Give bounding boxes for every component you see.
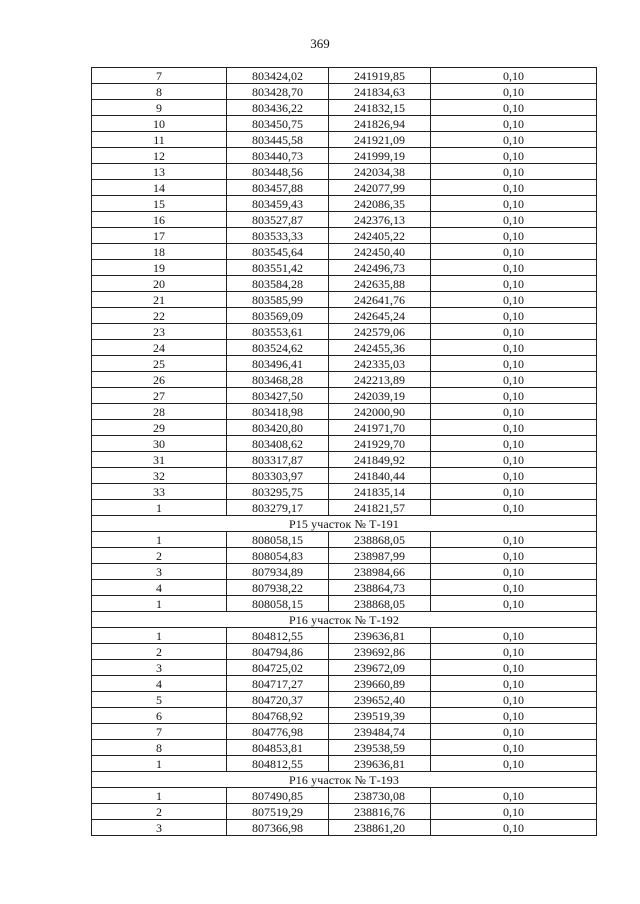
table-row	[92, 340, 597, 356]
point-number-cell: 33	[92, 484, 227, 500]
y-coordinate-cell: 238868,05	[329, 532, 431, 548]
accuracy-cell: 0,10	[431, 788, 597, 804]
table-row	[92, 708, 597, 724]
accuracy-cell: 0,10	[431, 532, 597, 548]
point-number-cell: 15	[92, 196, 227, 212]
accuracy-cell: 0,10	[431, 372, 597, 388]
y-coordinate-cell: 241849,92	[329, 452, 431, 468]
table-row	[92, 100, 597, 116]
point-number-cell: 23	[92, 324, 227, 340]
x-coordinate-cell: 808054,83	[227, 548, 329, 564]
x-coordinate-cell: 803424,02	[227, 68, 329, 84]
point-number-cell: 25	[92, 356, 227, 372]
x-coordinate-cell: 803436,22	[227, 100, 329, 116]
x-coordinate-cell: 803585,99	[227, 292, 329, 308]
point-number-cell: 18	[92, 244, 227, 260]
table-row	[92, 212, 597, 228]
x-coordinate-cell: 803457,88	[227, 180, 329, 196]
table-row	[92, 452, 597, 468]
accuracy-cell: 0,10	[431, 596, 597, 612]
y-coordinate-cell: 239652,40	[329, 692, 431, 708]
y-coordinate-cell: 239672,09	[329, 660, 431, 676]
point-number-cell: 2	[92, 804, 227, 820]
point-number-cell: 12	[92, 148, 227, 164]
y-coordinate-cell: 241834,63	[329, 84, 431, 100]
point-number-cell: 1	[92, 628, 227, 644]
x-coordinate-cell: 803448,56	[227, 164, 329, 180]
x-coordinate-cell: 803279,17	[227, 500, 329, 516]
y-coordinate-cell: 241929,70	[329, 436, 431, 452]
table-row	[92, 660, 597, 676]
point-number-cell: 29	[92, 420, 227, 436]
table-row	[92, 228, 597, 244]
y-coordinate-cell: 242213,89	[329, 372, 431, 388]
point-number-cell: 21	[92, 292, 227, 308]
x-coordinate-cell: 803317,87	[227, 452, 329, 468]
table-row	[92, 404, 597, 420]
accuracy-cell: 0,10	[431, 148, 597, 164]
accuracy-cell: 0,10	[431, 260, 597, 276]
y-coordinate-cell: 238730,08	[329, 788, 431, 804]
x-coordinate-cell: 803459,43	[227, 196, 329, 212]
accuracy-cell: 0,10	[431, 468, 597, 484]
x-coordinate-cell: 803418,98	[227, 404, 329, 420]
table-row	[92, 324, 597, 340]
y-coordinate-cell: 238868,05	[329, 596, 431, 612]
table-row	[92, 692, 597, 708]
x-coordinate-cell: 807366,98	[227, 820, 329, 836]
point-number-cell: 1	[92, 756, 227, 772]
point-number-cell: 30	[92, 436, 227, 452]
table-row	[92, 644, 597, 660]
point-number-cell: 3	[92, 660, 227, 676]
point-number-cell: 28	[92, 404, 227, 420]
accuracy-cell: 0,10	[431, 68, 597, 84]
point-number-cell: 20	[92, 276, 227, 292]
x-coordinate-cell: 804725,02	[227, 660, 329, 676]
point-number-cell: 11	[92, 132, 227, 148]
table-row	[92, 132, 597, 148]
accuracy-cell: 0,10	[431, 676, 597, 692]
accuracy-cell: 0,10	[431, 324, 597, 340]
point-number-cell: 4	[92, 580, 227, 596]
x-coordinate-cell: 804794,86	[227, 644, 329, 660]
accuracy-cell: 0,10	[431, 692, 597, 708]
y-coordinate-cell: 239484,74	[329, 724, 431, 740]
y-coordinate-cell: 239636,81	[329, 756, 431, 772]
accuracy-cell: 0,10	[431, 388, 597, 404]
y-coordinate-cell: 242039,19	[329, 388, 431, 404]
point-number-cell: 13	[92, 164, 227, 180]
table-row	[92, 724, 597, 740]
x-coordinate-cell: 803527,87	[227, 212, 329, 228]
table-row	[92, 580, 597, 596]
x-coordinate-cell: 808058,15	[227, 532, 329, 548]
x-coordinate-cell: 804776,98	[227, 724, 329, 740]
accuracy-cell: 0,10	[431, 420, 597, 436]
point-number-cell: 4	[92, 676, 227, 692]
section-header-row	[92, 612, 597, 628]
y-coordinate-cell: 242635,88	[329, 276, 431, 292]
x-coordinate-cell: 803420,80	[227, 420, 329, 436]
y-coordinate-cell: 241999,19	[329, 148, 431, 164]
y-coordinate-cell: 241821,57	[329, 500, 431, 516]
table-row	[92, 68, 597, 84]
x-coordinate-cell: 803524,62	[227, 340, 329, 356]
y-coordinate-cell: 238987,99	[329, 548, 431, 564]
table-row	[92, 292, 597, 308]
section-title: Р16 участок № Т-193	[92, 772, 597, 788]
y-coordinate-cell: 242455,36	[329, 340, 431, 356]
table-row	[92, 308, 597, 324]
x-coordinate-cell: 803496,41	[227, 356, 329, 372]
y-coordinate-cell: 242376,13	[329, 212, 431, 228]
y-coordinate-cell: 238864,73	[329, 580, 431, 596]
table-row	[92, 372, 597, 388]
point-number-cell: 1	[92, 788, 227, 804]
point-number-cell: 3	[92, 820, 227, 836]
point-number-cell: 17	[92, 228, 227, 244]
point-number-cell: 16	[92, 212, 227, 228]
x-coordinate-cell: 804717,27	[227, 676, 329, 692]
accuracy-cell: 0,10	[431, 500, 597, 516]
coordinates-table-body	[92, 68, 597, 836]
point-number-cell: 5	[92, 692, 227, 708]
accuracy-cell: 0,10	[431, 308, 597, 324]
table-row	[92, 84, 597, 100]
accuracy-cell: 0,10	[431, 452, 597, 468]
y-coordinate-cell: 242034,38	[329, 164, 431, 180]
accuracy-cell: 0,10	[431, 100, 597, 116]
table-row	[92, 148, 597, 164]
x-coordinate-cell: 804812,55	[227, 756, 329, 772]
y-coordinate-cell: 239636,81	[329, 628, 431, 644]
section-title: Р15 участок № Т-191	[92, 516, 597, 532]
table-row	[92, 500, 597, 516]
point-number-cell: 8	[92, 740, 227, 756]
accuracy-cell: 0,10	[431, 580, 597, 596]
accuracy-cell: 0,10	[431, 404, 597, 420]
y-coordinate-cell: 242335,03	[329, 356, 431, 372]
point-number-cell: 31	[92, 452, 227, 468]
accuracy-cell: 0,10	[431, 356, 597, 372]
x-coordinate-cell: 807490,85	[227, 788, 329, 804]
y-coordinate-cell: 242645,24	[329, 308, 431, 324]
y-coordinate-cell: 241832,15	[329, 100, 431, 116]
table-row	[92, 116, 597, 132]
table-row	[92, 420, 597, 436]
point-number-cell: 19	[92, 260, 227, 276]
y-coordinate-cell: 238861,20	[329, 820, 431, 836]
accuracy-cell: 0,10	[431, 196, 597, 212]
table-row	[92, 564, 597, 580]
x-coordinate-cell: 804768,92	[227, 708, 329, 724]
point-number-cell: 7	[92, 68, 227, 84]
y-coordinate-cell: 242086,35	[329, 196, 431, 212]
point-number-cell: 2	[92, 644, 227, 660]
x-coordinate-cell: 803450,75	[227, 116, 329, 132]
table-row	[92, 820, 597, 836]
x-coordinate-cell: 804720,37	[227, 692, 329, 708]
point-number-cell: 1	[92, 596, 227, 612]
accuracy-cell: 0,10	[431, 116, 597, 132]
x-coordinate-cell: 803551,42	[227, 260, 329, 276]
point-number-cell: 1	[92, 500, 227, 516]
y-coordinate-cell: 241971,70	[329, 420, 431, 436]
accuracy-cell: 0,10	[431, 564, 597, 580]
y-coordinate-cell: 238984,66	[329, 564, 431, 580]
section-title: Р16 участок № Т-192	[92, 612, 597, 628]
accuracy-cell: 0,10	[431, 276, 597, 292]
accuracy-cell: 0,10	[431, 228, 597, 244]
point-number-cell: 2	[92, 548, 227, 564]
table-row	[92, 244, 597, 260]
point-number-cell: 32	[92, 468, 227, 484]
y-coordinate-cell: 241921,09	[329, 132, 431, 148]
x-coordinate-cell: 803408,62	[227, 436, 329, 452]
point-number-cell: 24	[92, 340, 227, 356]
x-coordinate-cell: 803545,64	[227, 244, 329, 260]
accuracy-cell: 0,10	[431, 708, 597, 724]
point-number-cell: 9	[92, 100, 227, 116]
table-row	[92, 164, 597, 180]
table-row	[92, 356, 597, 372]
accuracy-cell: 0,10	[431, 548, 597, 564]
y-coordinate-cell: 242077,99	[329, 180, 431, 196]
point-number-cell: 27	[92, 388, 227, 404]
accuracy-cell: 0,10	[431, 292, 597, 308]
accuracy-cell: 0,10	[431, 484, 597, 500]
accuracy-cell: 0,10	[431, 132, 597, 148]
x-coordinate-cell: 807934,89	[227, 564, 329, 580]
table-row	[92, 276, 597, 292]
table-row	[92, 260, 597, 276]
point-number-cell: 14	[92, 180, 227, 196]
y-coordinate-cell: 239538,59	[329, 740, 431, 756]
x-coordinate-cell: 803295,75	[227, 484, 329, 500]
section-header-row	[92, 516, 597, 532]
table-row	[92, 804, 597, 820]
accuracy-cell: 0,10	[431, 644, 597, 660]
accuracy-cell: 0,10	[431, 740, 597, 756]
x-coordinate-cell: 803303,97	[227, 468, 329, 484]
accuracy-cell: 0,10	[431, 340, 597, 356]
y-coordinate-cell: 239692,86	[329, 644, 431, 660]
y-coordinate-cell: 241840,44	[329, 468, 431, 484]
y-coordinate-cell: 238816,76	[329, 804, 431, 820]
accuracy-cell: 0,10	[431, 244, 597, 260]
point-number-cell: 6	[92, 708, 227, 724]
x-coordinate-cell: 804853,81	[227, 740, 329, 756]
page-number: 369	[310, 36, 330, 51]
accuracy-cell: 0,10	[431, 756, 597, 772]
x-coordinate-cell: 803428,70	[227, 84, 329, 100]
point-number-cell: 7	[92, 724, 227, 740]
x-coordinate-cell: 807519,29	[227, 804, 329, 820]
table-row	[92, 436, 597, 452]
y-coordinate-cell: 242000,90	[329, 404, 431, 420]
point-number-cell: 10	[92, 116, 227, 132]
x-coordinate-cell: 803427,50	[227, 388, 329, 404]
table-row	[92, 532, 597, 548]
table-row	[92, 180, 597, 196]
table-row	[92, 484, 597, 500]
x-coordinate-cell: 803440,73	[227, 148, 329, 164]
table-row	[92, 788, 597, 804]
accuracy-cell: 0,10	[431, 628, 597, 644]
accuracy-cell: 0,10	[431, 164, 597, 180]
table-row	[92, 628, 597, 644]
table-row	[92, 676, 597, 692]
y-coordinate-cell: 239660,89	[329, 676, 431, 692]
x-coordinate-cell: 803445,58	[227, 132, 329, 148]
table-row	[92, 468, 597, 484]
y-coordinate-cell: 241835,14	[329, 484, 431, 500]
y-coordinate-cell: 242405,22	[329, 228, 431, 244]
y-coordinate-cell: 242641,76	[329, 292, 431, 308]
x-coordinate-cell: 807938,22	[227, 580, 329, 596]
accuracy-cell: 0,10	[431, 84, 597, 100]
point-number-cell: 3	[92, 564, 227, 580]
x-coordinate-cell: 803569,09	[227, 308, 329, 324]
point-number-cell: 1	[92, 532, 227, 548]
accuracy-cell: 0,10	[431, 660, 597, 676]
x-coordinate-cell: 803533,33	[227, 228, 329, 244]
accuracy-cell: 0,10	[431, 180, 597, 196]
point-number-cell: 8	[92, 84, 227, 100]
point-number-cell: 26	[92, 372, 227, 388]
accuracy-cell: 0,10	[431, 804, 597, 820]
table-row	[92, 196, 597, 212]
accuracy-cell: 0,10	[431, 212, 597, 228]
y-coordinate-cell: 242450,40	[329, 244, 431, 260]
x-coordinate-cell: 808058,15	[227, 596, 329, 612]
y-coordinate-cell: 241919,85	[329, 68, 431, 84]
x-coordinate-cell: 803468,28	[227, 372, 329, 388]
accuracy-cell: 0,10	[431, 436, 597, 452]
section-header-row	[92, 772, 597, 788]
y-coordinate-cell: 241826,94	[329, 116, 431, 132]
y-coordinate-cell: 242579,06	[329, 324, 431, 340]
coordinates-table	[91, 67, 597, 836]
x-coordinate-cell: 804812,55	[227, 628, 329, 644]
table-row	[92, 740, 597, 756]
accuracy-cell: 0,10	[431, 724, 597, 740]
y-coordinate-cell: 239519,39	[329, 708, 431, 724]
table-row	[92, 756, 597, 772]
point-number-cell: 22	[92, 308, 227, 324]
y-coordinate-cell: 242496,73	[329, 260, 431, 276]
accuracy-cell: 0,10	[431, 820, 597, 836]
table-row	[92, 388, 597, 404]
table-row	[92, 548, 597, 564]
x-coordinate-cell: 803584,28	[227, 276, 329, 292]
table-row	[92, 596, 597, 612]
x-coordinate-cell: 803553,61	[227, 324, 329, 340]
